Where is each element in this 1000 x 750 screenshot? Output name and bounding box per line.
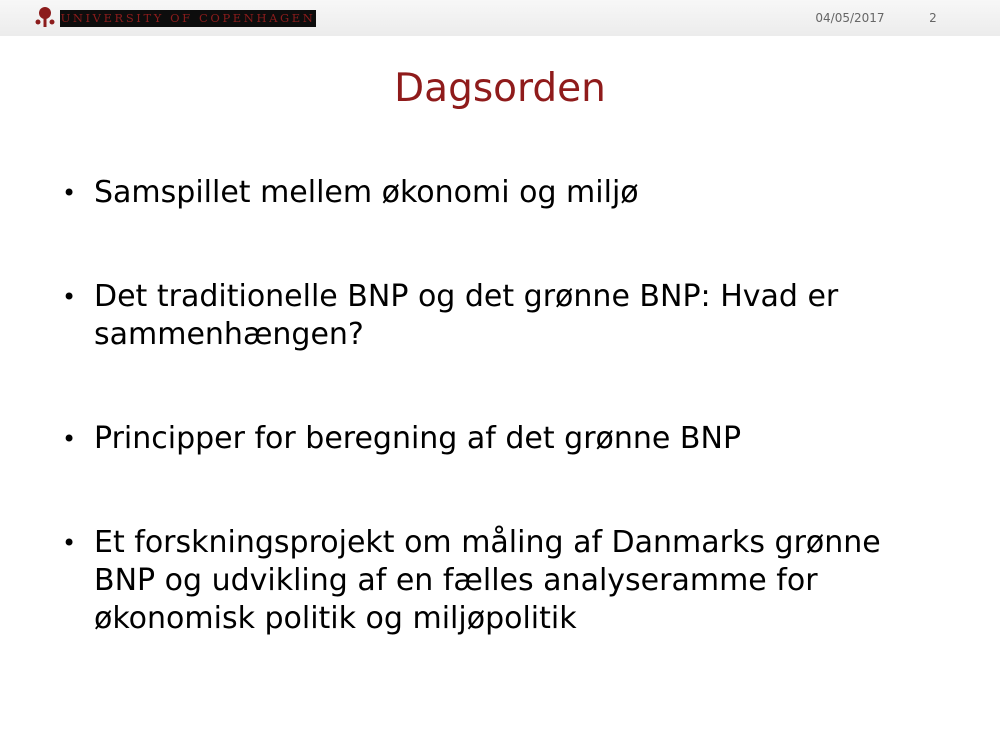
agenda-item-text: Det traditionelle BNP og det grønne BNP: Hvad er sammenhængen? <box>94 279 839 352</box>
slide-date: 04/05/2017 <box>815 11 885 25</box>
agenda-item-text: Et forskningsprojekt om måling af Danmarks grønne BNP og udvikling af en fælles analyseramme for økonomisk politik og miljøpolitik <box>94 525 881 636</box>
agenda-item <box>62 420 942 458</box>
bullet-icon: • <box>62 529 77 557</box>
agenda-item <box>62 174 942 212</box>
slide-title: Dagsorden <box>394 66 606 111</box>
agenda-item-text: Principper for beregning af det grønne BNP <box>94 421 742 456</box>
agenda-item <box>62 278 942 354</box>
agenda-item <box>62 524 942 638</box>
agenda-item-text: Samspillet mellem økonomi og miljø <box>94 175 639 210</box>
agenda-list <box>62 174 942 704</box>
bullet-icon: • <box>62 179 77 207</box>
bullet-icon: • <box>62 425 77 453</box>
university-seal-icon <box>34 5 56 29</box>
slide-number: 2 <box>929 11 937 25</box>
university-wordmark: UNIVERSITY OF COPENHAGEN <box>60 11 316 25</box>
bullet-icon: • <box>62 283 77 311</box>
header-bar <box>0 0 1000 36</box>
